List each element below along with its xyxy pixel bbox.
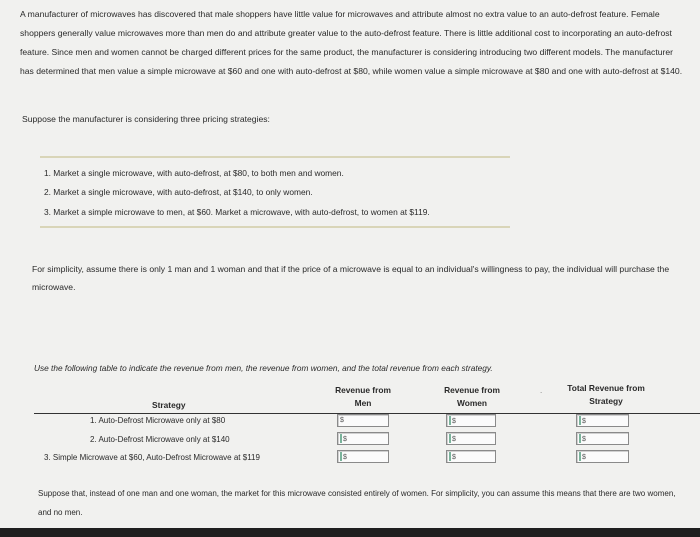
strategy-item-2: 2. Market a single microwave, with auto-defrost, at $140, to only women. (44, 187, 313, 197)
currency-symbol: $ (449, 416, 456, 425)
header-strategy: Strategy (152, 400, 186, 410)
currency-symbol: $ (579, 416, 586, 425)
strategy-item-3: 3. Market a simple microwave to men, at $60. Market a microwave, with auto-defrost, to women at $119. (44, 207, 430, 217)
table-instruction: Use the following table to indicate the revenue from men, the revenue from women, and the total revenue from each strategy. (34, 363, 493, 373)
currency-symbol: $ (340, 434, 347, 443)
strategies-bottom-rule (40, 226, 510, 228)
header-total-revenue: Total Revenue from Strategy (567, 383, 645, 406)
revenue-men-input-2[interactable] (337, 432, 389, 445)
revenue-men-input-1[interactable] (337, 414, 389, 427)
row-label-3: 3. Simple Microwave at $60, Auto-Defrost Microwave at $119 (44, 453, 260, 462)
followup-paragraph: Suppose that, instead of one man and one woman, the market for this microwave consisted entirely of women. For simplicity, you can assume this means that there are two women, and no men. (38, 489, 676, 517)
currency-symbol: $ (579, 434, 586, 443)
revenue-women-input-3[interactable] (446, 450, 496, 463)
revenue-women-input-2[interactable] (446, 432, 496, 445)
revenue-men-input-3[interactable] (337, 450, 389, 463)
total-revenue-input-1[interactable] (576, 414, 629, 427)
currency-symbol: $ (449, 434, 456, 443)
header-revenue-men: Revenue from Men (335, 385, 391, 408)
header-revenue-women: Revenue from Women (444, 385, 500, 408)
currency-symbol: $ (340, 452, 347, 461)
bottom-bar (0, 528, 700, 537)
strategies-top-rule (40, 156, 510, 158)
revenue-women-input-1[interactable] (446, 414, 496, 427)
total-revenue-input-2[interactable] (576, 432, 629, 445)
total-revenue-input-3[interactable] (576, 450, 629, 463)
currency-symbol: $ (449, 452, 456, 461)
intro-paragraph: A manufacturer of microwaves has discovered that male shoppers have little value for microwaves and attribute almost no extra value to an auto-defrost feature. Female shoppers generally value microwaves more than men do and attribute greater value to the auto-defrost feature. There is little additional cost to incorporating an auto-defrost feature. Since men and women cannot be charged different prices for the same product, the manufacturer is considering introducing two different models. The manufacturer has determined that men value a simple microwave at $60 and one with auto-defrost at $80, while women value a simple microwave at $80 and one with auto-defrost at $140. (20, 9, 683, 76)
currency-symbol: $ (340, 417, 344, 424)
strategy-item-1: 1. Market a single microwave, with auto-defrost, at $80, to both men and women. (44, 168, 344, 178)
currency-symbol: $ (579, 452, 586, 461)
row-label-1: 1. Auto-Defrost Microwave only at $80 (90, 416, 226, 425)
header-marker: . (540, 386, 543, 395)
strategies-intro: Suppose the manufacturer is considering three pricing strategies: (22, 114, 270, 124)
row-label-2: 2. Auto-Defrost Microwave only at $140 (90, 435, 230, 444)
assumption-paragraph: For simplicity, assume there is only 1 man and 1 woman and that if the price of a microwave is equal to an individual's willingness to pay, the individual will purchase the microwave. (32, 264, 670, 292)
